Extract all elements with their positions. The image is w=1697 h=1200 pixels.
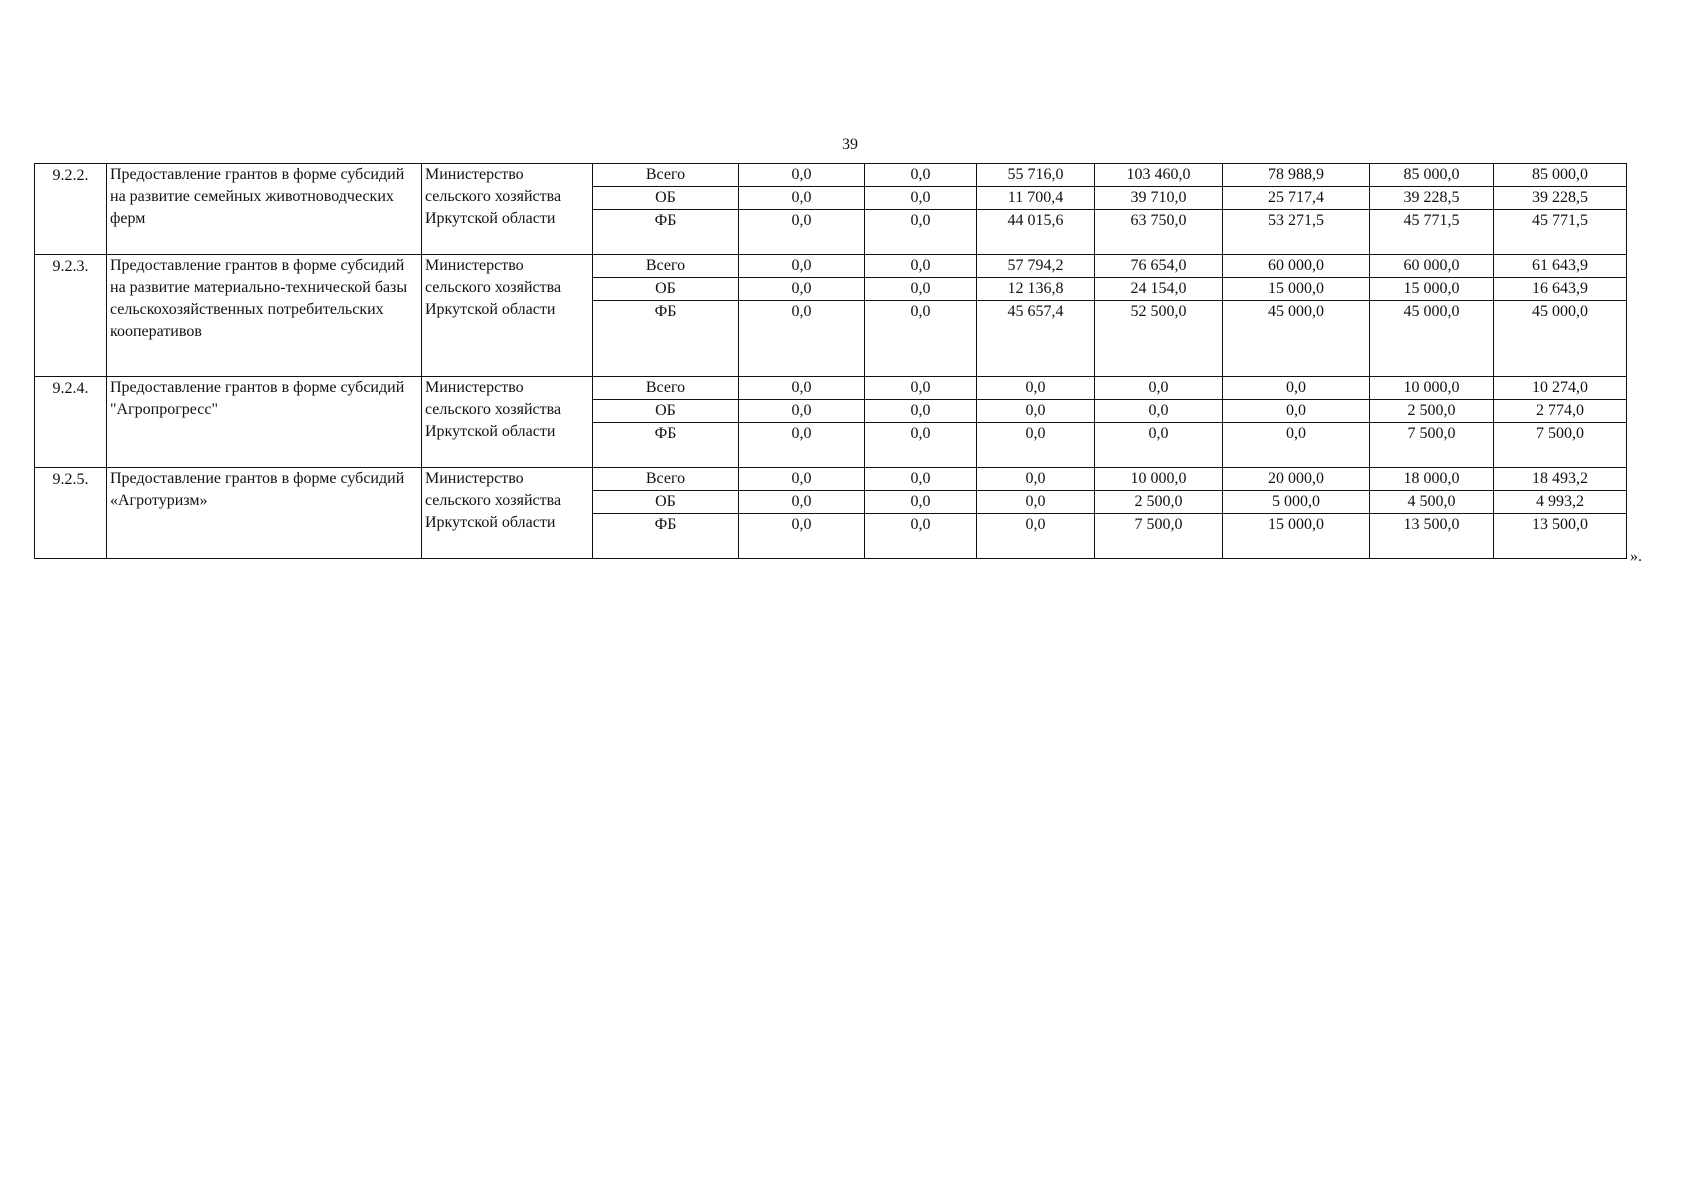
measure-name: Предоставление грантов в форме субсидий на развитие семейных животноводческих ферм (107, 164, 422, 255)
amount-cell: 0,0 (977, 491, 1095, 514)
amount-cell: 11 700,4 (977, 187, 1095, 210)
amount-cell: 0,0 (977, 400, 1095, 423)
amount-cell: 0,0 (977, 468, 1095, 491)
amount-cell: 13 500,0 (1370, 514, 1494, 559)
amount-cell: 0,0 (865, 301, 977, 377)
amount-cell: 0,0 (865, 164, 977, 187)
funding-source: ОБ (593, 278, 739, 301)
amount-cell: 0,0 (739, 400, 865, 423)
amount-cell: 18 493,2 (1494, 468, 1627, 491)
amount-cell: 0,0 (977, 423, 1095, 468)
amount-cell: 57 794,2 (977, 255, 1095, 278)
amount-cell: 85 000,0 (1370, 164, 1494, 187)
amount-cell: 25 717,4 (1223, 187, 1370, 210)
amount-cell: 0,0 (1223, 400, 1370, 423)
funding-source: ОБ (593, 187, 739, 210)
amount-cell: 0,0 (865, 278, 977, 301)
amount-cell: 0,0 (865, 423, 977, 468)
table-row (35, 255, 1627, 278)
amount-cell: 15 000,0 (1223, 514, 1370, 559)
closing-quote-mark: ». (1630, 548, 1642, 565)
amount-cell: 45 000,0 (1223, 301, 1370, 377)
amount-cell: 7 500,0 (1095, 514, 1223, 559)
responsible-organization: Министерство сельского хозяйства Иркутской области (422, 468, 593, 559)
responsible-organization: Министерство сельского хозяйства Иркутской области (422, 255, 593, 377)
measure-name: Предоставление грантов в форме субсидий "Агропрогресс" (107, 377, 422, 468)
amount-cell: 103 460,0 (1095, 164, 1223, 187)
amount-cell: 39 228,5 (1370, 187, 1494, 210)
amount-cell: 10 000,0 (1095, 468, 1223, 491)
table-row (35, 164, 1627, 187)
amount-cell: 24 154,0 (1095, 278, 1223, 301)
funding-source: Всего (593, 468, 739, 491)
row-code: 9.2.5. (35, 468, 107, 559)
funding-source: ОБ (593, 400, 739, 423)
amount-cell: 0,0 (1095, 377, 1223, 400)
amount-cell: 4 993,2 (1494, 491, 1627, 514)
amount-cell: 44 015,6 (977, 210, 1095, 255)
measure-name: Предоставление грантов в форме субсидий «Агротуризм» (107, 468, 422, 559)
amount-cell: 0,0 (739, 164, 865, 187)
amount-cell: 4 500,0 (1370, 491, 1494, 514)
amount-cell: 0,0 (865, 377, 977, 400)
amount-cell: 12 136,8 (977, 278, 1095, 301)
responsible-organization: Министерство сельского хозяйства Иркутской области (422, 164, 593, 255)
amount-cell: 0,0 (977, 377, 1095, 400)
amount-cell: 10 000,0 (1370, 377, 1494, 400)
amount-cell: 0,0 (739, 210, 865, 255)
table-body (35, 164, 1627, 559)
amount-cell: 78 988,9 (1223, 164, 1370, 187)
funding-source: ОБ (593, 491, 739, 514)
amount-cell: 39 228,5 (1494, 187, 1627, 210)
amount-cell: 0,0 (739, 301, 865, 377)
funding-source: ФБ (593, 301, 739, 377)
amount-cell: 85 000,0 (1494, 164, 1627, 187)
amount-cell: 0,0 (865, 514, 977, 559)
amount-cell: 45 000,0 (1494, 301, 1627, 377)
amount-cell: 0,0 (1223, 423, 1370, 468)
funding-source: ФБ (593, 210, 739, 255)
amount-cell: 60 000,0 (1370, 255, 1494, 278)
funding-source: Всего (593, 377, 739, 400)
amount-cell: 0,0 (865, 400, 977, 423)
amount-cell: 0,0 (739, 514, 865, 559)
budget-table (34, 163, 1627, 559)
table-row (35, 377, 1627, 400)
amount-cell: 52 500,0 (1095, 301, 1223, 377)
funding-source: ФБ (593, 514, 739, 559)
amount-cell: 0,0 (865, 468, 977, 491)
amount-cell: 45 771,5 (1494, 210, 1627, 255)
amount-cell: 0,0 (739, 377, 865, 400)
amount-cell: 63 750,0 (1095, 210, 1223, 255)
amount-cell: 0,0 (865, 187, 977, 210)
amount-cell: 7 500,0 (1494, 423, 1627, 468)
funding-source: Всего (593, 164, 739, 187)
amount-cell: 53 271,5 (1223, 210, 1370, 255)
row-code: 9.2.2. (35, 164, 107, 255)
amount-cell: 2 774,0 (1494, 400, 1627, 423)
row-code: 9.2.3. (35, 255, 107, 377)
amount-cell: 0,0 (1095, 400, 1223, 423)
amount-cell: 5 000,0 (1223, 491, 1370, 514)
amount-cell: 76 654,0 (1095, 255, 1223, 278)
amount-cell: 45 771,5 (1370, 210, 1494, 255)
amount-cell: 0,0 (865, 255, 977, 278)
amount-cell: 10 274,0 (1494, 377, 1627, 400)
amount-cell: 0,0 (739, 468, 865, 491)
amount-cell: 45 000,0 (1370, 301, 1494, 377)
funding-source: Всего (593, 255, 739, 278)
table-row (35, 468, 1627, 491)
amount-cell: 13 500,0 (1494, 514, 1627, 559)
amount-cell: 61 643,9 (1494, 255, 1627, 278)
amount-cell: 0,0 (977, 514, 1095, 559)
amount-cell: 20 000,0 (1223, 468, 1370, 491)
responsible-organization: Министерство сельского хозяйства Иркутской области (422, 377, 593, 468)
amount-cell: 39 710,0 (1095, 187, 1223, 210)
funding-source: ФБ (593, 423, 739, 468)
amount-cell: 0,0 (739, 187, 865, 210)
row-code: 9.2.4. (35, 377, 107, 468)
amount-cell: 55 716,0 (977, 164, 1095, 187)
amount-cell: 0,0 (739, 491, 865, 514)
amount-cell: 0,0 (1223, 377, 1370, 400)
amount-cell: 2 500,0 (1095, 491, 1223, 514)
amount-cell: 0,0 (739, 255, 865, 278)
page-number: 39 (842, 136, 858, 153)
amount-cell: 7 500,0 (1370, 423, 1494, 468)
amount-cell: 16 643,9 (1494, 278, 1627, 301)
amount-cell: 15 000,0 (1370, 278, 1494, 301)
amount-cell: 0,0 (865, 491, 977, 514)
amount-cell: 0,0 (865, 210, 977, 255)
amount-cell: 0,0 (739, 278, 865, 301)
amount-cell: 0,0 (739, 423, 865, 468)
amount-cell: 0,0 (1095, 423, 1223, 468)
amount-cell: 45 657,4 (977, 301, 1095, 377)
amount-cell: 60 000,0 (1223, 255, 1370, 278)
amount-cell: 2 500,0 (1370, 400, 1494, 423)
amount-cell: 15 000,0 (1223, 278, 1370, 301)
amount-cell: 18 000,0 (1370, 468, 1494, 491)
measure-name: Предоставление грантов в форме субсидий на развитие материально-технической базы сельскохозяйственных потребительских кооперативов (107, 255, 422, 377)
